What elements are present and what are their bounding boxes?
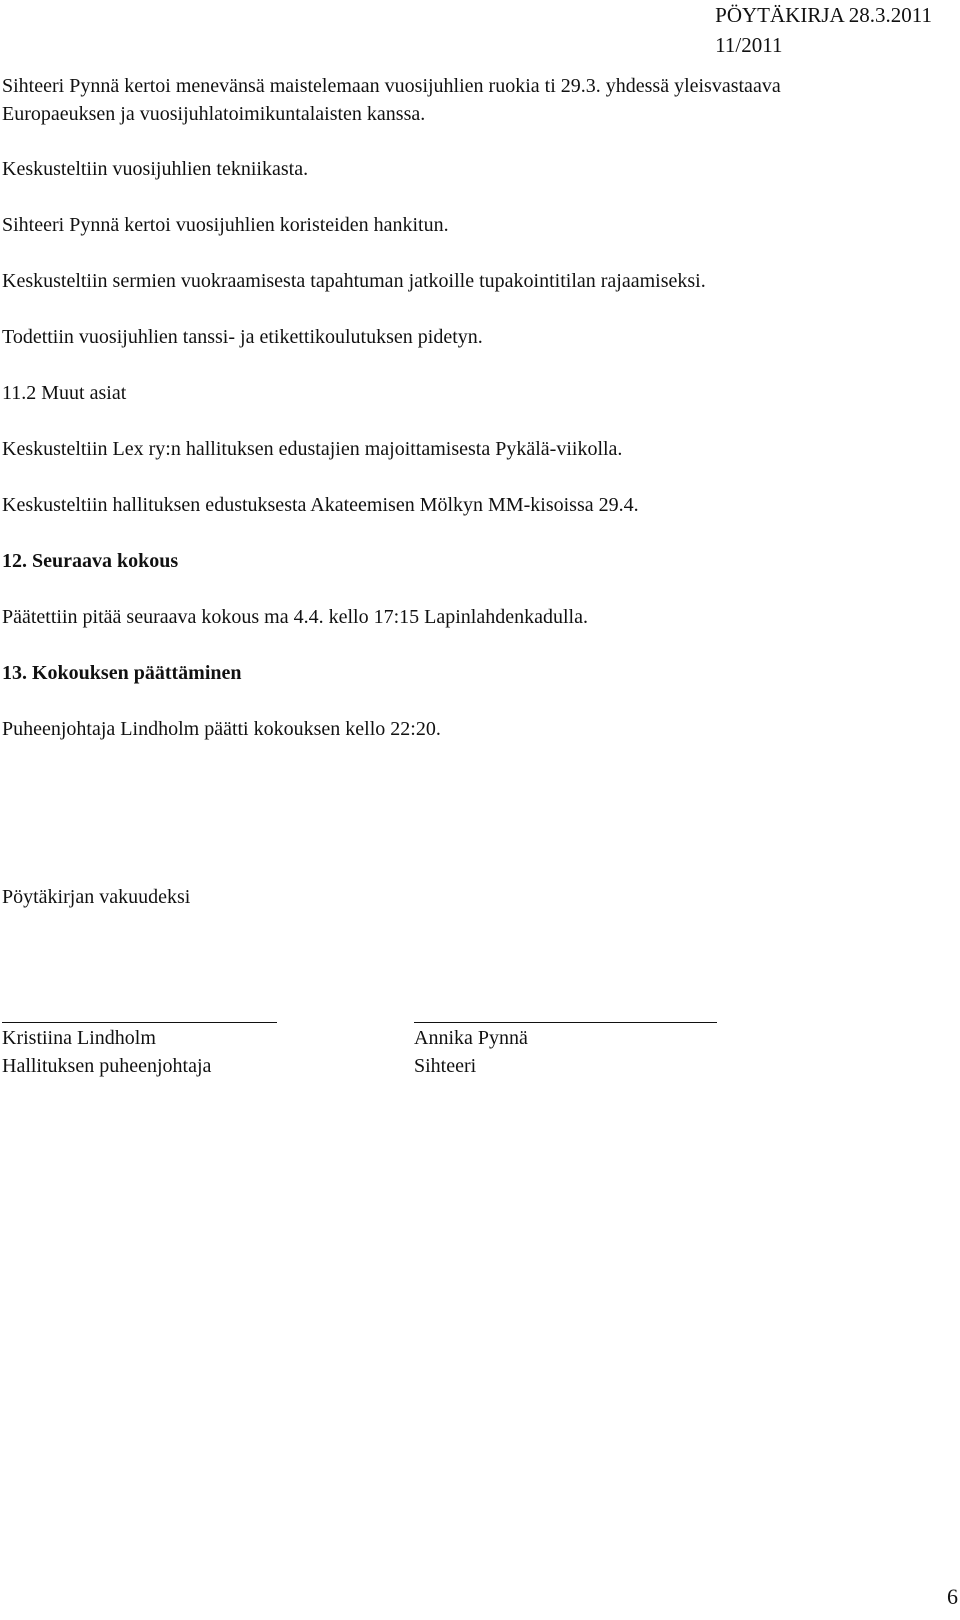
page-number: 6: [947, 1584, 958, 1609]
section-heading-other-matters: 11.2 Muut asiat: [2, 382, 127, 404]
signatory-title-chair: Hallituksen puheenjohtaja: [2, 1055, 212, 1077]
paragraph-decorations: Sihteeri Pynnä kertoi vuosijuhlien koristeiden hankitun.: [2, 214, 449, 236]
section-heading-next-meeting: 12. Seuraava kokous: [2, 550, 179, 572]
signature-line-chair: [2, 1022, 277, 1023]
signatory-name-secretary: Annika Pynnä: [414, 1027, 528, 1049]
paragraph-technology: Keskusteltiin vuosijuhlien tekniikasta.: [2, 158, 309, 180]
document-header: [715, 0, 932, 60]
signatory-name-chair: Kristiina Lindholm: [2, 1027, 156, 1049]
certification-text: Pöytäkirjan vakuudeksi: [2, 886, 191, 908]
header-title: PÖYTÄKIRJA 28.3.2011: [715, 3, 932, 27]
paragraph-tasting-line1: Sihteeri Pynnä kertoi menevänsä maistelemaan vuosijuhlien ruokia ti 29.3. yhdessä yleisvastaava: [2, 75, 781, 97]
signatory-title-secretary: Sihteeri: [414, 1055, 477, 1077]
paragraph-dance-training: Todettiin vuosijuhlien tanssi- ja etikettikoulutuksen pidetyn.: [2, 326, 483, 348]
paragraph-screens: Keskusteltiin sermien vuokraamisesta tapahtuman jatkoille tupakointitilan rajaamiseksi.: [2, 270, 706, 292]
paragraph-closing: Puheenjohtaja Lindholm päätti kokouksen kello 22:20.: [2, 718, 441, 740]
paragraph-next-meeting: Päätettiin pitää seuraava kokous ma 4.4. kello 17:15 Lapinlahdenkadulla.: [2, 606, 588, 628]
section-heading-closing: 13. Kokouksen päättäminen: [2, 662, 242, 684]
paragraph-molkky: Keskusteltiin hallituksen edustuksesta Akateemisen Mölkyn MM-kisoissa 29.4.: [2, 494, 639, 516]
paragraph-tasting-line2: Europaeuksen ja vuosijuhlatoimikuntalaisten kanssa.: [2, 103, 426, 125]
signature-line-secretary: [414, 1022, 717, 1023]
paragraph-lex-accommodation: Keskusteltiin Lex ry:n hallituksen edustajien majoittamisesta Pykälä-viikolla.: [2, 438, 623, 460]
header-number: 11/2011: [715, 33, 783, 57]
